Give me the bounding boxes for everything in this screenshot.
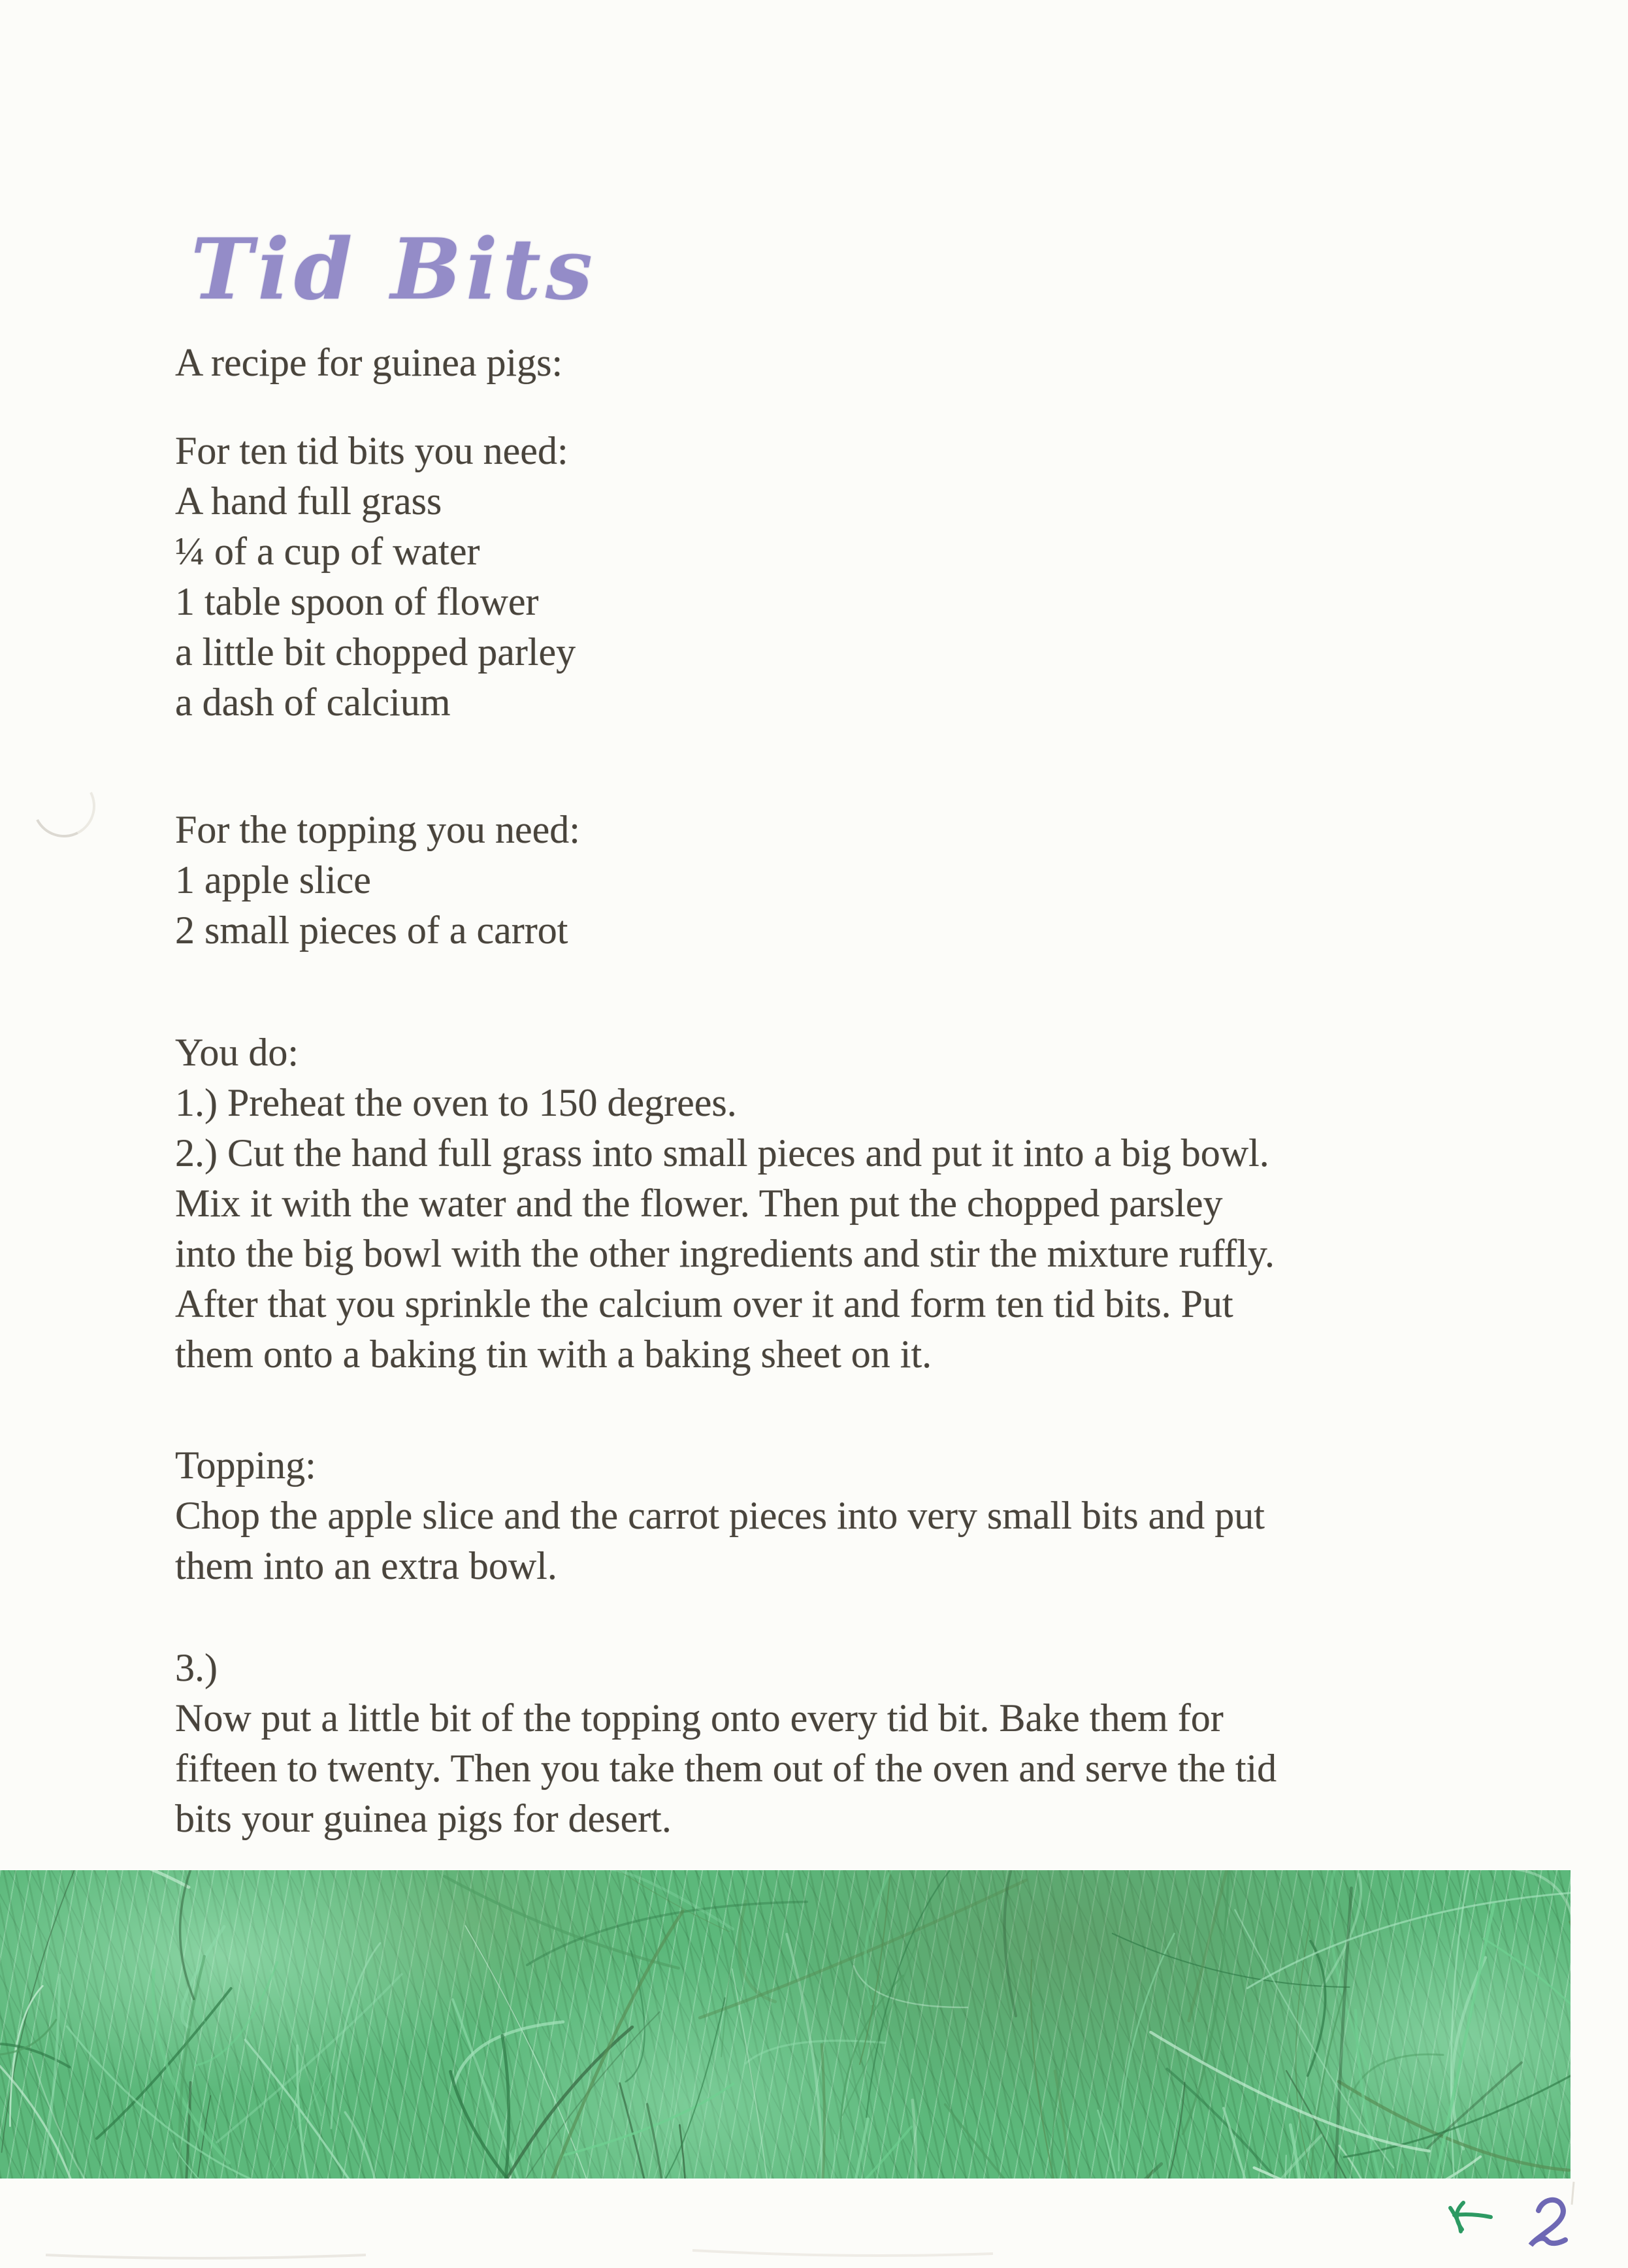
grass-blade-stroke	[153, 1970, 229, 2163]
grass-blade-stroke	[613, 1870, 733, 1929]
grass-blade-stroke	[1254, 2167, 1408, 2179]
step3-line: fifteen to twenty. Then you take them out of the oven and serve the tid	[175, 1747, 1277, 1790]
topping-line: Chop the apple slice and the carrot pieces into very small bits and put	[175, 1494, 1265, 1537]
grass-blade-stroke	[460, 2035, 509, 2179]
directions-line: Mix it with the water and the flower. Then put the chopped parsley	[175, 1182, 1223, 1225]
grass-blade-stroke	[809, 2119, 868, 2179]
grass-blade-stroke	[1330, 1870, 1368, 2068]
grader-check-mark-icon	[1450, 2203, 1491, 2231]
directions-line: them onto a baking tin with a baking sheet on it.	[175, 1333, 932, 1376]
ingredient-item: a dash of calcium	[175, 681, 451, 724]
grass-blade-stroke	[1308, 1941, 1326, 2076]
grass-blade-stroke	[700, 1880, 1026, 2018]
step3-heading: 3.)	[175, 1646, 218, 1689]
topping-ingredient-item: 2 small pieces of a carrot	[175, 909, 568, 952]
grass-blade-stroke	[1018, 2164, 1162, 2179]
ingredient-item: ¼ of a cup of water	[175, 530, 480, 573]
grass-blade-stroke	[1427, 2063, 1522, 2148]
ingredient-item: a little bit chopped parley	[175, 630, 576, 673]
page-title: Tid Bits	[191, 220, 597, 319]
directions-paragraph	[175, 1028, 1275, 1380]
grass-blade-stroke	[1005, 1870, 1020, 2016]
grass-blade-stroke	[444, 1876, 679, 1968]
grass-blade-stroke	[1118, 1934, 1174, 2171]
grass-blade-stroke	[1511, 1870, 1571, 1960]
grass-texture-strokes	[0, 1870, 1571, 2179]
grass-blade-stroke	[1247, 1891, 1571, 1988]
topping-heading: Topping:	[175, 1444, 316, 1487]
grass-blade-stroke	[719, 2127, 911, 2179]
grass-blade-stroke	[865, 1870, 891, 2004]
grass-blade-stroke	[414, 2177, 501, 2179]
grass-blade-stroke	[217, 1974, 402, 2142]
grass-blade-stroke	[1098, 2111, 1131, 2179]
grass-blade-stroke	[1484, 1939, 1571, 2175]
grass-blade-stroke	[10, 1986, 42, 2126]
ingredients-list	[175, 426, 576, 728]
grass-blade-stroke	[1113, 1934, 1350, 1987]
ingredient-item: 1 table spoon of flower	[175, 580, 539, 623]
grass-blade-stroke	[740, 1901, 775, 2001]
step3-line: bits your guinea pigs for desert.	[175, 1797, 672, 1840]
grass-blade-stroke	[1322, 1874, 1361, 1986]
topping-line: them into an extra bowl.	[175, 1544, 557, 1587]
grass-blade-stroke	[465, 1926, 611, 2179]
grass-blade-stroke	[787, 1934, 822, 2179]
topping-ingredient-item: 1 apple slice	[175, 858, 371, 901]
directions-line: 1.) Preheat the oven to 150 degrees.	[175, 1081, 737, 1124]
ingredients-heading: For ten tid bits you need:	[175, 429, 568, 472]
grass-photo	[0, 1870, 1571, 2179]
grass-blade-stroke	[182, 1926, 225, 2027]
grass-blade-stroke	[67, 2026, 288, 2179]
step3-paragraph	[175, 1643, 1277, 1844]
topping-paragraph	[175, 1440, 1265, 1591]
directions-line: After that you sprinkle the calcium over it and form ten tid bits. Put	[175, 1282, 1233, 1325]
grass-blade-stroke	[641, 2125, 687, 2179]
scan-crease-line	[46, 2255, 366, 2258]
intro-line: A recipe for guinea pigs:	[175, 341, 563, 384]
grass-blade-stroke	[195, 1962, 277, 2066]
grass-blade-stroke	[911, 2100, 916, 2179]
directions-line: into the big bowl with the other ingredients and stir the mixture ruffly.	[175, 1232, 1275, 1275]
grass-blade-stroke	[1570, 1922, 1571, 2115]
grass-blade-stroke	[194, 2007, 235, 2098]
grass-blade-stroke	[345, 2113, 385, 2179]
scan-fold-line	[1572, 2182, 1574, 2205]
grass-blade-stroke	[245, 2040, 449, 2179]
grass-blade-stroke	[1082, 2082, 1184, 2179]
intro-paragraph	[175, 338, 562, 388]
directions-heading: You do:	[175, 1031, 299, 1074]
ingredient-item: A hand full grass	[175, 479, 442, 523]
grass-blade-stroke	[270, 1970, 321, 2115]
grass-blade-stroke	[732, 1969, 772, 2179]
grass-blade-stroke	[825, 2135, 835, 2179]
scan-crease-line	[692, 2250, 993, 2256]
grass-blade-stroke	[97, 1988, 231, 2139]
page-number-handwritten	[1531, 2200, 1565, 2245]
grass-blade-stroke	[1334, 1888, 1352, 2179]
grass-blade-stroke	[455, 2022, 563, 2084]
step3-line: Now put a little bit of the topping onto every tid bit. Bake them for	[175, 1696, 1224, 1740]
grass-blade-stroke	[1071, 2170, 1153, 2179]
topping-ingredients-heading: For the topping you need:	[175, 808, 580, 851]
grass-blade-stroke	[36, 1870, 189, 1887]
grass-blade-stroke	[2, 1870, 75, 2152]
grass-blade-stroke	[988, 1870, 1035, 2006]
grass-blade-stroke	[626, 1951, 645, 2082]
topping-ingredients-list	[175, 805, 580, 956]
directions-line: 2.) Cut the hand full grass into small pieces and put it into a big bowl.	[175, 1131, 1269, 1174]
grass-blade-stroke	[1183, 1870, 1229, 2134]
grass-blade-stroke	[620, 2083, 673, 2179]
grass-blade-stroke	[662, 1998, 725, 2179]
grass-blade-stroke	[1050, 2163, 1139, 2179]
punch-hole-shadow	[25, 767, 104, 846]
